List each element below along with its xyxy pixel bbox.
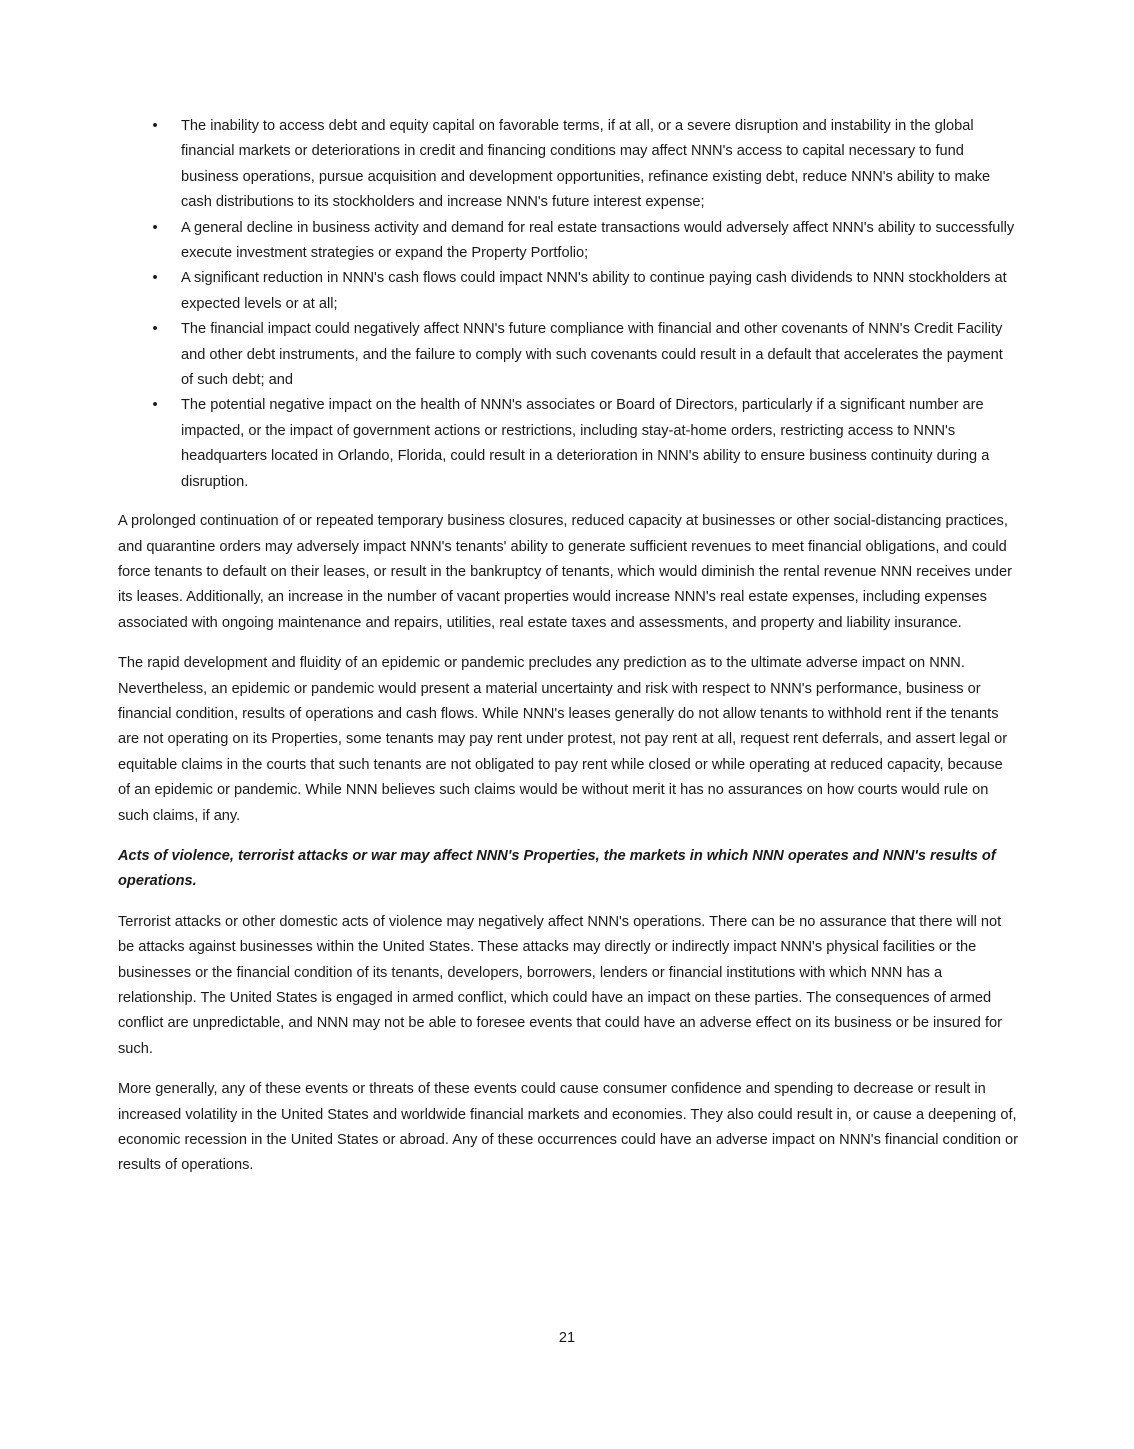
bullet-text: The inability to access debt and equity capital on favorable terms, if at all, or a severe disruption and instability in the global financial markets or deteriorations in credit and financing conditions may affect NNN's access to capital necessary to fund business operations, pursue acquisition and development opportunities, refinance existing debt, reduce NNN's ability to make cash distributions to its stockholders and increase NNN's future interest expense; — [181, 118, 991, 211]
paragraph-business-closures: A prolonged continuation of or repeated temporary business closures, reduced capacity at businesses or other social-distancing practices, and quarantine orders may adversely impact NNN's tenants' ability to generate sufficient revenues to meet financial obligations, and could force tenants to default on their leases, or result in the bankruptcy of tenants, which would diminish the rental revenue NNN receives under its leases. Additionally, an increase in the number of vacant properties would increase NNN's real estate expenses, including expenses associated with ongoing maintenance and repairs, utilities, real estate taxes and assessments, and property and liability insurance. — [118, 513, 1012, 631]
bullet-icon: • — [152, 397, 158, 414]
paragraph-pandemic-uncertainty: The rapid development and fluidity of an epidemic or pandemic precludes any prediction as to the ultimate adverse impact on NNN. Nevertheless, an epidemic or pandemic would present a material uncertainty and risk with respect to NNN's performance, business or financial condition, results of operations and cash flows. While NNN's leases generally do not allow tenants to withhold rent if the tenants are not operating on its Properties, some tenants may pay rent under protest, not pay rent at all, request rent deferrals, and assert legal or equitable claims in the courts that such tenants are not obligated to pay rent while closed or while operating at reduced capacity, because of an epidemic or pandemic. While NNN believes such claims would be without merit it has no assurances on how courts would rule on such claims, if any. — [118, 655, 1008, 824]
section-heading-acts-of-violence: Acts of violence, terrorist attacks or war may affect NNN's Properties, the markets in which NNN operates and NNN's results of operations. — [118, 847, 996, 890]
page-number: 21 — [558, 1330, 576, 1346]
bullet-text: The potential negative impact on the health of NNN's associates or Board of Directors, particularly if a significant number are impacted, or the impact of government actions or restrictions, including stay-at-home orders, restricting access to NNN's headquarters located in Orlando, Florida, could result in a deterioration in NNN's ability to ensure business continuity during a disruption. — [181, 397, 990, 490]
paragraph-terrorist-attacks: Terrorist attacks or other domestic acts of violence may negatively affect NNN's operations. There can be no assurance that there will not be attacks against businesses within the United States. These attacks may directly or indirectly impact NNN's physical facilities or the businesses or the financial condition of its tenants, developers, borrowers, lenders or financial institutions with which NNN has a relationship. The United States is engaged in armed conflict, which could have an impact on these parties. The consequences of armed conflict are unpredictable, and NNN may not be able to foresee events that could have an adverse effect on its business or be insured for such. — [118, 913, 1002, 1057]
bullet-icon: • — [152, 270, 158, 287]
bullet-text: A significant reduction in NNN's cash flows could impact NNN's ability to continue paying cash dividends to NNN stockholders at expected levels or at all; — [181, 270, 1007, 312]
bullet-text: The financial impact could negatively affect NNN's future compliance with financial and other covenants of NNN's Credit Facility and other debt instruments, and the failure to comply with such covenants could result in a default that accelerates the payment of such debt; and — [181, 321, 1003, 389]
bullet-item — [118, 393, 1018, 495]
document-page — [118, 114, 1018, 1194]
bullet-icon: • — [152, 219, 158, 236]
bullet-item — [118, 266, 1018, 317]
bullet-icon: • — [152, 321, 158, 338]
bullet-item — [118, 317, 1018, 393]
bullet-icon: • — [152, 118, 158, 134]
bullet-item — [118, 114, 1018, 216]
paragraph-economic-effects: More generally, any of these events or threats of these events could cause consumer confidence and spending to decrease or result in increased volatility in the United States and worldwide financial markets and economies. They also could result in, or cause a deepening of, economic recession in the United States or abroad. Any of these occurrences could have an adverse impact on NNN's financial condition or results of operations. — [118, 1081, 1018, 1174]
bullet-text: A general decline in business activity and demand for real estate transactions would adversely affect NNN's ability to successfully execute investment strategies or expand the Property Portfolio; — [181, 219, 1015, 262]
risk-bullet-list — [118, 114, 1018, 495]
bullet-item — [118, 216, 1018, 267]
